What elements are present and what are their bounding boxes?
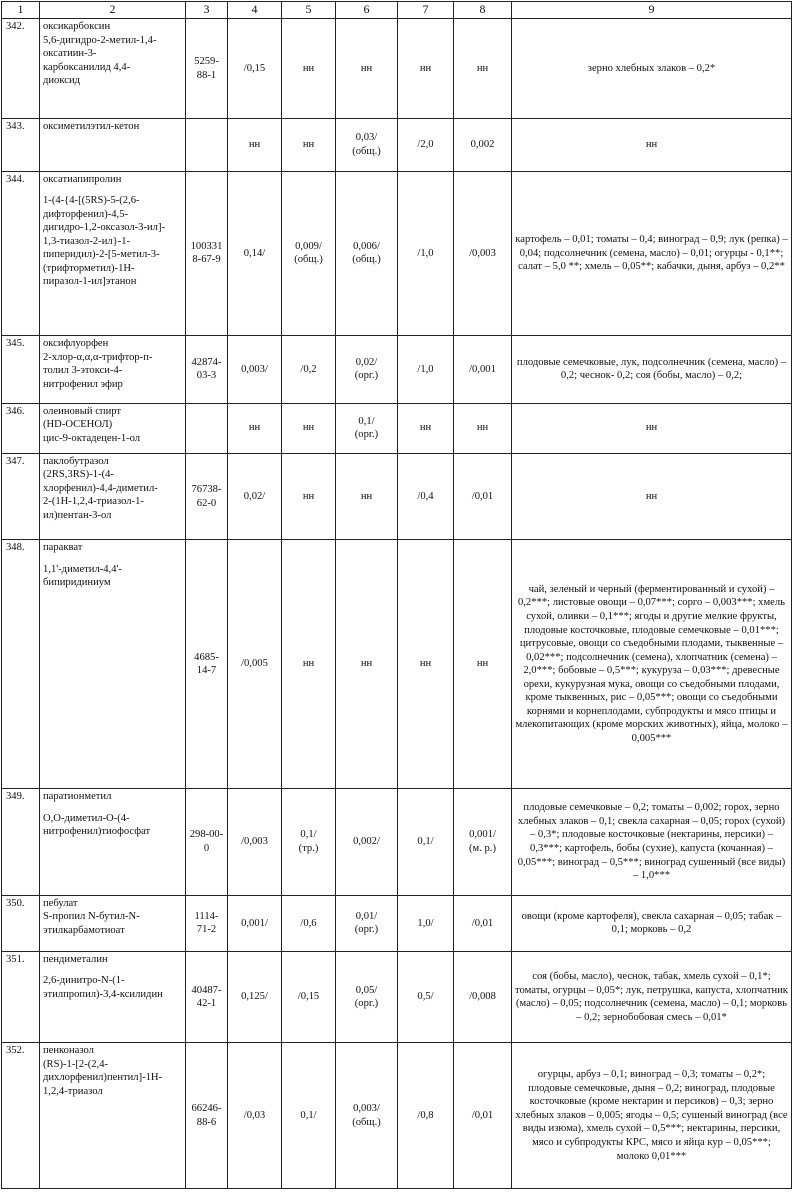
pesticide-table xyxy=(1,1,792,1189)
residue-limits: овощи (кроме картофеля), свекла сахарная – 0,05; табак – 0,1; морковь – 0,2 xyxy=(512,895,792,951)
col6-value: нн xyxy=(336,540,398,789)
cas-number: 298-00- 0 xyxy=(186,789,228,895)
table-row xyxy=(2,119,792,171)
col-header-3: 3 xyxy=(186,2,228,19)
col6-value: нн xyxy=(336,453,398,539)
row-number: 351. xyxy=(2,951,40,1042)
col6-value: 0,05/ (орг.) xyxy=(336,951,398,1042)
col7-value: /0,8 xyxy=(398,1043,454,1189)
substance-chemical-name: 5,6-дигидро-2-метил-1,4- оксатиин-3- карбоксанилид 4,4- диоксид xyxy=(43,34,157,87)
substance-name: оксиметилэтил-кетон xyxy=(43,121,140,133)
col4-value: 0,14/ xyxy=(228,171,282,336)
substance-name: паракват xyxy=(43,542,83,554)
residue-limits: нн xyxy=(512,453,792,539)
row-number: 346. xyxy=(2,403,40,453)
col6-value: 0,003/ (общ.) xyxy=(336,1043,398,1189)
residue-limits: огурцы, арбуз – 0,1; виноград – 0,3; томаты – 0,2*; плодовые семечковые, дыня – 0,2; виноград, плодовые косточковые (кроме нектарин и персиков) – 0,3; зерно хлебных злаков – 0,005; ягоды – 0,5; сушеный виноград (все виды изюма), хмель сухой – 0,5***; нектарины, персики, мясо и субпродукты КРС, мясо и яйца кур – 0,05***; молоко 0,01*** xyxy=(512,1043,792,1189)
table-row xyxy=(2,171,792,336)
col7-value: нн xyxy=(398,540,454,789)
row-number: 348. xyxy=(2,540,40,789)
col7-value: /1,0 xyxy=(398,171,454,336)
col6-value: 0,1/ (орг.) xyxy=(336,403,398,453)
cas-number: 4685- 14-7 xyxy=(186,540,228,789)
table-row xyxy=(2,895,792,951)
col8-value: нн xyxy=(454,540,512,789)
col4-value: 0,001/ xyxy=(228,895,282,951)
cas-number: 100331 8-67-9 xyxy=(186,171,228,336)
col4-value: /0,005 xyxy=(228,540,282,789)
substance-cell xyxy=(40,119,186,171)
col4-value: нн xyxy=(228,119,282,171)
col5-value: нн xyxy=(282,19,336,119)
col8-value: /0,008 xyxy=(454,951,512,1042)
substance-chemical-name: (НD-ОСЕНОЛ) цис-9-октадецен-1-ол xyxy=(43,419,141,444)
col7-value: нн xyxy=(398,403,454,453)
cas-number: 40487- 42-1 xyxy=(186,951,228,1042)
col8-value: 0,002 xyxy=(454,119,512,171)
col4-value: /0,03 xyxy=(228,1043,282,1189)
residue-limits: картофель – 0,01; томаты – 0,4; виноград – 0,9; лук (репка) – 0,04; подсолнечник (семена, масло) – 0,01; огурцы - 0,1**; салат – 5,0 **; хмель – 0,05**; кабачки, дыня, арбуз – 0,2** xyxy=(512,171,792,336)
col6-value: 0,006/ (общ.) xyxy=(336,171,398,336)
substance-name: оксикарбоксин xyxy=(43,21,111,32)
col5-value: нн xyxy=(282,403,336,453)
substance-name: оксифлуорфен xyxy=(43,338,109,350)
col-header-1: 1 xyxy=(2,2,40,19)
substance-chemical-name: 2-хлор-α,α,α-трифтор-п- толил 3-этокси-4- нитрофенил эфир xyxy=(43,351,153,390)
substance-name: паклобутразол xyxy=(43,455,109,467)
row-number: 347. xyxy=(2,453,40,539)
col-header-2: 2 xyxy=(40,2,186,19)
col-header-8: 8 xyxy=(454,2,512,19)
col5-value: 0,1/ xyxy=(282,1043,336,1189)
substance-cell xyxy=(40,19,186,119)
substance-cell xyxy=(40,540,186,789)
col8-value: /0,01 xyxy=(454,1043,512,1189)
substance-name: оксатиапипролин xyxy=(43,173,122,185)
substance-name: олеиновый спирт xyxy=(43,405,122,417)
substance-name: паратионметил xyxy=(43,791,112,803)
substance-cell xyxy=(40,951,186,1042)
cas-number: 76738- 62-0 xyxy=(186,453,228,539)
table-row xyxy=(2,951,792,1042)
substance-chemical-name: О,О-диметил-О-(4- нитрофенил)тиофосфат xyxy=(43,812,151,838)
col5-value: нн xyxy=(282,119,336,171)
col4-value: /0,15 xyxy=(228,19,282,119)
cas-number: 1114- 71-2 xyxy=(186,895,228,951)
col8-value: 0,001/ (м. р.) xyxy=(454,789,512,895)
col4-value: 0,003/ xyxy=(228,336,282,403)
col5-value: 0,009/ (общ.) xyxy=(282,171,336,336)
col8-value: /0,003 xyxy=(454,171,512,336)
col8-value: /0,001 xyxy=(454,336,512,403)
col7-value: /1,0 xyxy=(398,336,454,403)
col4-value: 0,125/ xyxy=(228,951,282,1042)
substance-cell xyxy=(40,1043,186,1189)
row-number: 343. xyxy=(2,119,40,171)
row-number: 352. xyxy=(2,1043,40,1189)
col7-value: 0,1/ xyxy=(398,789,454,895)
residue-limits: нн xyxy=(512,119,792,171)
col6-value: нн xyxy=(336,19,398,119)
substance-chemical-name: (RS)-1-[2-(2,4- дихлорфенил)пентил]-1Н- 1,2,4-триазол xyxy=(43,1058,163,1097)
col4-value: нн xyxy=(228,403,282,453)
col5-value: нн xyxy=(282,540,336,789)
table-row xyxy=(2,403,792,453)
col8-value: /0,01 xyxy=(454,453,512,539)
col6-value: 0,02/ (орг.) xyxy=(336,336,398,403)
col6-value: 0,01/ (орг.) xyxy=(336,895,398,951)
col5-value: нн xyxy=(282,453,336,539)
col6-value: 0,03/ (общ.) xyxy=(336,119,398,171)
col8-value: нн xyxy=(454,403,512,453)
col4-value: /0,003 xyxy=(228,789,282,895)
col7-value: 1,0/ xyxy=(398,895,454,951)
col7-value: нн xyxy=(398,19,454,119)
col5-value: /0,6 xyxy=(282,895,336,951)
substance-chemical-name: 2,6-динитро-N-(1- этилпропил)-3,4-ксилидин xyxy=(43,975,163,1001)
table-row xyxy=(2,19,792,119)
substance-chemical-name: 1,1'-диметил-4,4'- бипиридиниум xyxy=(43,563,122,589)
substance-name: пендиметалин xyxy=(43,953,108,965)
cas-number xyxy=(186,403,228,453)
substance-name: пебулат xyxy=(43,897,78,909)
table-row xyxy=(2,789,792,895)
table-row xyxy=(2,540,792,789)
residue-limits: плодовые семечковые, лук, подсолнечник (семена, масло) – 0,2; чеснок- 0,2; соя (бобы, масло) – 0,2; xyxy=(512,336,792,403)
col7-value: 0,5/ xyxy=(398,951,454,1042)
residue-limits: зерно хлебных злаков – 0,2* xyxy=(512,19,792,119)
col-header-7: 7 xyxy=(398,2,454,19)
header-row xyxy=(2,2,792,19)
cas-number: 5259- 88-1 xyxy=(186,19,228,119)
residue-limits: соя (бобы, масло), чеснок, табак, хмель сухой – 0,1*; томаты, огурцы – 0,05*; лук, петрушка, капуста, хлопчатник (масло) – 0,05; подсолнечник (семена, масло) – 0,1; морковь – 0,2; зернобобовая смесь – 0,01* xyxy=(512,951,792,1042)
table-row xyxy=(2,336,792,403)
substance-chemical-name: (2RS,3RS)-1-(4- хлорфенил)-4,4-диметил- 2-(1Н-1,2,4-триазол-1- ил)пентан-3-ол xyxy=(43,469,158,522)
col7-value: /2,0 xyxy=(398,119,454,171)
substance-chemical-name: S-пропил N-бутил-N- этилкарбамотиоат xyxy=(43,911,140,936)
substance-cell xyxy=(40,789,186,895)
cas-number xyxy=(186,119,228,171)
col5-value: /0,15 xyxy=(282,951,336,1042)
col-header-4: 4 xyxy=(228,2,282,19)
col-header-9: 9 xyxy=(512,2,792,19)
col8-value: /0,01 xyxy=(454,895,512,951)
substance-cell xyxy=(40,453,186,539)
residue-limits: чай, зеленый и черный (ферментированный и сухой) – 0,2***; листовые овощи – 0,07***; сорго – 0,003***; хмель сухой, оливки – 0,1***; ягоды и другие мелкие фрукты, плодовые косточковые, плодовые семечковые – 0,01***; цитрусовые, овощи со съедобными плодами, тыквенные – 0,02***; подсолнечник (семена), хлопчатник (семена) – 2,0***; бобовые – 0,5***; кукуруза – 0,03***; древесные орехи, кукурузная мука, овощи со съедобными плодами, кроме тыквенных, рис – 0,05***; овощи со съедобными корнями и корнеплодами, субпродукты и мясо птицы и млекопитающих (кроме морских животных), яйца, молоко – 0,005*** xyxy=(512,540,792,789)
substance-cell xyxy=(40,403,186,453)
col4-value: 0,02/ xyxy=(228,453,282,539)
residue-limits: нн xyxy=(512,403,792,453)
col7-value: /0,4 xyxy=(398,453,454,539)
substance-chemical-name: 1-(4-{4-[(5RS)-5-(2,6- дифторфенил)-4,5- дигидро-1,2-оксазол-3-ил]- 1,3-тиазол-2-ил}-1- пиперидил)-2-[5-метил-3- (трифторметил)-1H- пиразол-1-ил]этанон xyxy=(43,195,165,288)
substance-name: пенконазол xyxy=(43,1045,94,1057)
cas-number: 42874- 03-3 xyxy=(186,336,228,403)
col6-value: 0,002/ xyxy=(336,789,398,895)
row-number: 349. xyxy=(2,789,40,895)
col5-value: 0,1/ (тр.) xyxy=(282,789,336,895)
row-number: 350. xyxy=(2,895,40,951)
substance-cell xyxy=(40,171,186,336)
col-header-5: 5 xyxy=(282,2,336,19)
row-number: 345. xyxy=(2,336,40,403)
substance-cell xyxy=(40,895,186,951)
col-header-6: 6 xyxy=(336,2,398,19)
substance-cell xyxy=(40,336,186,403)
row-number: 342. xyxy=(2,19,40,119)
table-row xyxy=(2,1043,792,1189)
col8-value: нн xyxy=(454,19,512,119)
table-row xyxy=(2,453,792,539)
cas-number: 66246- 88-6 xyxy=(186,1043,228,1189)
row-number: 344. xyxy=(2,171,40,336)
col5-value: /0,2 xyxy=(282,336,336,403)
residue-limits: плодовые семечковые – 0,2; томаты – 0,002; горох, зерно хлебных злаков – 0,1; свекла сахарная – 0,05; горох (сухой) – 0,3*; плодовые косточковые (нектарины, персики) – 0,3***; картофель, бобы (сухие), капуста (кочанная) – 0,05***; виноград – 0,5***; виноград сушенный (все виды) – 1,0*** xyxy=(512,789,792,895)
